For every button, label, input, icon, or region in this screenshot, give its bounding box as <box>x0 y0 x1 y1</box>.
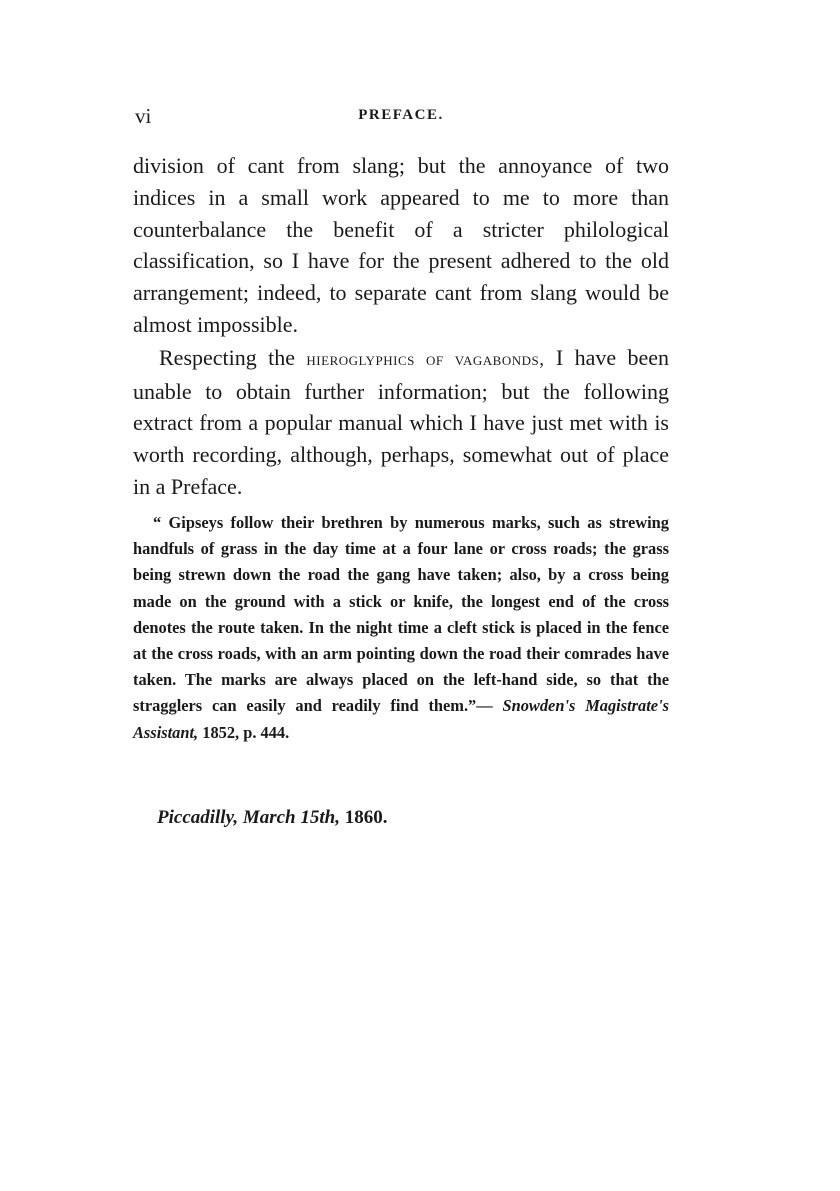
quote-source-title: Snowden's Magistrate's Assistant, <box>133 696 669 742</box>
paragraph-continued: division of cant from slang; but the annoyance of two indices in a small work appeared to me to more than counterbalance the benefit of a stricter philological classification, so I have for the present adhered to the old arrangement; indeed, to separate cant from slang would be almost impossible. <box>133 153 669 337</box>
signature-day: 15th, <box>300 807 340 828</box>
paragraph-lead: Respecting the <box>159 344 296 370</box>
body-text <box>133 150 669 503</box>
page-number: vi <box>135 104 152 128</box>
running-title: PREFACE. <box>358 107 444 123</box>
quote-source-detail: 1852, p. 444. <box>202 722 290 742</box>
signature-place: Piccadilly, <box>157 807 239 828</box>
signature-line <box>157 807 387 829</box>
quote-text: “ Gipseys follow their brethren by numerous marks, such as strewing handfuls of grass in the day time at a four lane or cross roads; the grass being strewn down the road the gang have taken; also, by a cross being made on the ground with a stick or knife, the longest end of the cross denotes the route taken. In the night time a cleft stick is placed in the fence at the cross roads, with an arm pointing down the road their comrades have taken. The marks are always placed on the left-hand side, so that the stragglers can easily and readily find them.”— <box>133 513 669 716</box>
signature-month: March <box>242 807 296 828</box>
paragraph-hieroglyphics <box>133 342 669 503</box>
signature-year: 1860. <box>344 807 388 828</box>
block-quote <box>133 510 669 746</box>
page-header <box>135 104 667 128</box>
paragraph-rest: I have been unable to obtain further information; but the following extract from a popular manual which I have just met with is worth recording, although, perhaps, somewhat out of place in a Preface. <box>133 344 670 499</box>
small-caps-term: hieroglyphics of vagabonds, <box>306 348 545 370</box>
